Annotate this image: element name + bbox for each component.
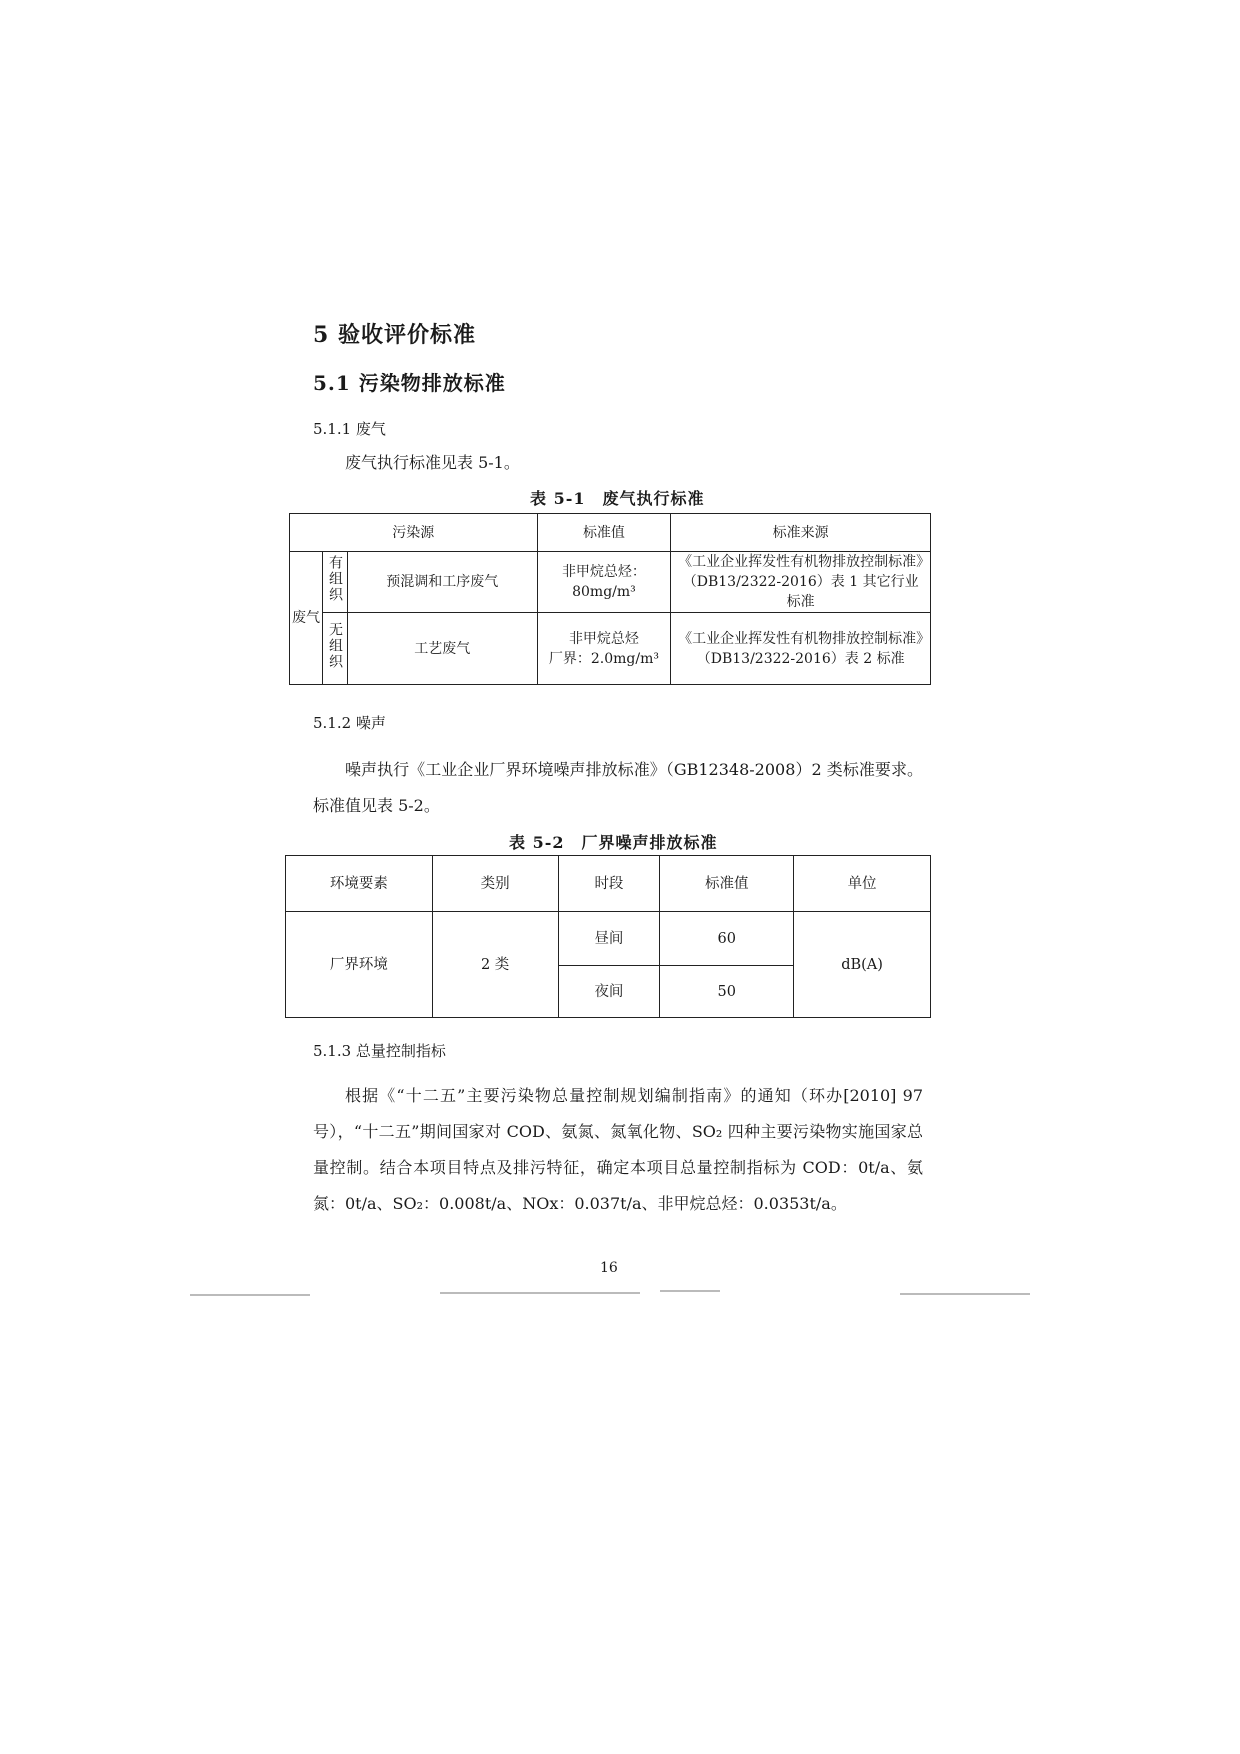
header-category: 类别	[432, 856, 558, 912]
scan-artifact-line	[900, 1293, 1030, 1295]
header-standard-value: 标准值	[660, 856, 794, 912]
header-unit: 单位	[794, 856, 931, 912]
scan-artifact-line	[190, 1294, 310, 1296]
section-heading-5-1: 5.1 污染物排放标准	[313, 371, 506, 395]
subsection-heading-5-1-3: 5.1.3 总量控制指标	[313, 1042, 446, 1060]
standard-cell-organized: 《工业企业挥发性有机物排放控制标准》（DB13/2322-2016）表 1 其它行业标准	[671, 552, 931, 613]
table-noise-standards	[285, 855, 931, 1018]
header-period: 时段	[558, 856, 660, 912]
table-exhaust-standards	[289, 513, 931, 685]
header-pollution-source: 污染源	[290, 514, 538, 552]
subsection-heading-5-1-2: 5.1.2 噪声	[313, 714, 386, 732]
cell-night-value: 50	[660, 966, 794, 1018]
cell-unit: dB(A)	[794, 912, 931, 1018]
page-number: 16	[600, 1260, 618, 1276]
scan-artifact-line	[660, 1290, 720, 1292]
paragraph-total-control: 根据《“十二五”主要污染物总量控制规划编制指南》的通知（环办[2010] 97 号），“十二五”期间国家对 COD、氨氮、氮氧化物、SO₂ 四种主要污染物实施国家总量控制。结合本项目特点及排污特征，确定本项目总量控制指标为 COD：0t/a、氨氮：0t/a、SO₂：0.008t/a、NOx：0.037t/a、非甲烷总烃：0.0353t/a。	[313, 1086, 923, 1213]
table-caption-5-2: 表 5-2 厂界噪声排放标准	[509, 833, 718, 852]
paragraph-noise: 噪声执行《工业企业厂界环境噪声排放标准》（GB12348-2008）2 类标准要求。标准值见表 5-2。	[313, 760, 923, 815]
group-cell-exhaust: 废气	[290, 552, 323, 685]
paragraph-exhaust-intro: 废气执行标准见表 5-1。	[345, 453, 520, 472]
cell-day-label: 昼间	[558, 912, 660, 966]
value-cell-unorganized: 非甲烷总烃 厂界：2.0mg/m³	[537, 613, 671, 685]
cell-category: 2 类	[432, 912, 558, 1018]
table-caption-5-1: 表 5-1 废气执行标准	[530, 489, 705, 508]
type-cell-organized: 有组织	[322, 552, 347, 613]
cell-night-label: 夜间	[558, 966, 660, 1018]
cell-day-value: 60	[660, 912, 794, 966]
header-standard-source: 标准来源	[671, 514, 931, 552]
scan-artifact-line	[440, 1292, 640, 1294]
value-cell-organized: 非甲烷总烃： 80mg/m³	[537, 552, 671, 613]
cell-element: 厂界环境	[286, 912, 433, 1018]
source-cell-process: 工艺废气	[347, 613, 537, 685]
header-environment-element: 环境要素	[286, 856, 433, 912]
standard-cell-unorganized: 《工业企业挥发性有机物排放控制标准》（DB13/2322-2016）表 2 标准	[671, 613, 931, 685]
section-heading-5: 5 验收评价标准	[313, 322, 476, 348]
subsection-heading-5-1-1: 5.1.1 废气	[313, 420, 386, 438]
type-cell-unorganized: 无组织	[322, 613, 347, 685]
source-cell-premix: 预混调和工序废气	[347, 552, 537, 613]
header-standard-value: 标准值	[537, 514, 671, 552]
